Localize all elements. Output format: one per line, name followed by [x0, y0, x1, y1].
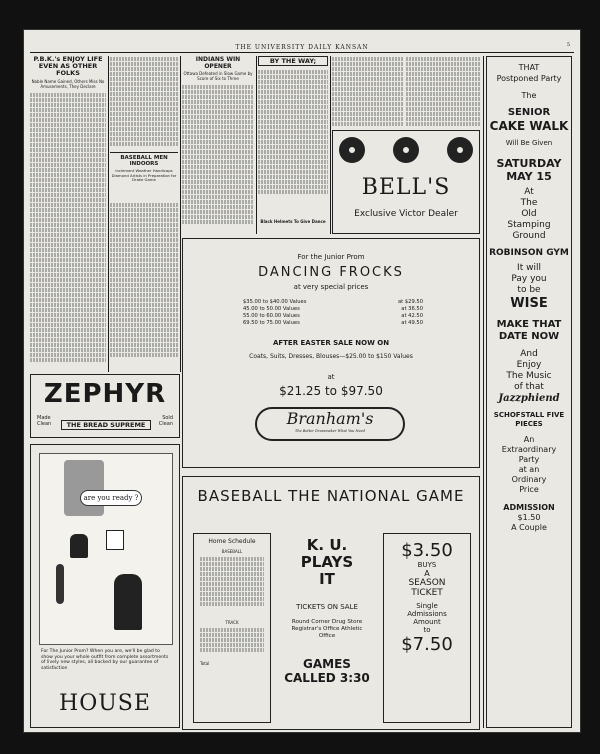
admissions-label: Admissions [407, 610, 447, 618]
party-line: The Music [506, 371, 552, 381]
article-column-5 [332, 56, 404, 128]
single-label: Single [416, 602, 438, 610]
masthead: THE UNIVERSITY DAILY KANSAN [235, 44, 369, 51]
zephyr-ad [30, 374, 180, 438]
plays-label: PLAYS [300, 553, 354, 571]
column-rule [256, 56, 257, 234]
article-body [182, 84, 254, 234]
party-line: SCHOFSTALL FIVE PIECES [493, 411, 565, 428]
house-name: HOUSE [59, 691, 151, 716]
party-line: to be [517, 285, 541, 295]
exclamation-icon [56, 564, 64, 604]
to-label: to [423, 626, 431, 634]
ticket-locations: Round Corner Drug Store Registrar's Office Athletic Office [291, 619, 363, 639]
record-icon [393, 137, 419, 163]
party-line: $1.50 [517, 513, 541, 522]
column-rule [330, 56, 331, 234]
cartoon-speech: are you ready ? [80, 490, 142, 506]
price-was: 55.00 to 60.00 Values [243, 313, 300, 319]
tickets-on-sale: TICKETS ON SALE [296, 603, 358, 611]
party-line: Ground [512, 231, 546, 241]
article-headline: BASEBALL MEN INDOORS [110, 152, 178, 167]
zephyr-clean-2: Clean [158, 421, 173, 427]
article-headline: P.B.K.'s ENJOY LIFE EVEN AS OTHER FOLKS [33, 55, 103, 77]
article-pbk [30, 56, 106, 374]
price-now: at $29.50 [397, 299, 423, 305]
article-body [110, 56, 178, 152]
price-now: at 42.50 [401, 313, 423, 319]
column-rule [108, 56, 109, 372]
ticket-label: TICKET [411, 588, 443, 598]
article-headline: BY THE WAY; [258, 56, 328, 66]
cartoon-shape [64, 460, 104, 516]
article-body [30, 92, 106, 372]
home-schedule [193, 533, 271, 723]
branhams-intro: For the Junior Prom [297, 253, 365, 261]
article-subhead: Inclement Weather Handicaps Diamond Artists in Preparation for Drake Game [111, 168, 177, 183]
baseball-ad [182, 476, 480, 730]
branhams-logo [255, 407, 405, 441]
zephyr-made: Made [37, 415, 51, 421]
track-list [200, 627, 264, 657]
price-row [243, 313, 423, 320]
bells-tagline: Exclusive Victor Dealer [354, 209, 458, 219]
price-row [243, 306, 423, 313]
party-line: Price [519, 485, 539, 494]
zephyr-clean: Clean [37, 421, 52, 427]
party-line: Pay you [511, 274, 547, 284]
column-rule [180, 56, 181, 372]
zephyr-made-clean [37, 415, 51, 427]
branhams-logo-text: Branham's [286, 409, 374, 428]
schedule-list [200, 556, 264, 616]
buys-label: BUYS [417, 561, 437, 569]
zephyr-sold: Sold [162, 415, 173, 421]
page-number: 5 [566, 42, 570, 48]
price-now: at 49.50 [401, 320, 423, 326]
article-headline: INDIANS WIN OPENER [195, 56, 241, 70]
bells-ad [332, 130, 480, 234]
a-label: A [424, 569, 430, 578]
party-line: WISE [510, 296, 548, 311]
senior-party-ad [486, 56, 572, 728]
price-row [243, 320, 423, 327]
games-called: GAMES CALLED 3:30 [284, 657, 370, 685]
article-subhead: Noble Name Gained, Others Miss No Amusements, They Declare [31, 79, 105, 89]
party-line: Extraordinary [501, 445, 557, 454]
article-indians [182, 56, 254, 234]
party-line: Ordinary [511, 475, 547, 484]
branhams-price-range: $21.25 to $97.50 [279, 384, 383, 398]
party-line: of that [514, 382, 544, 392]
price-was: $35.00 to $40.00 Values [243, 299, 307, 305]
figure-icon [70, 534, 88, 558]
branhams-at: at [327, 373, 335, 381]
party-line: THAT [518, 63, 540, 72]
price-now: at 36.50 [401, 306, 423, 312]
price-was: 45.00 to 50.00 Values [243, 306, 300, 312]
bells-name: BELL'S [361, 175, 451, 200]
party-line: The [520, 198, 538, 208]
party-line: Stamping [507, 220, 551, 230]
branhams-after-easter: AFTER EASTER SALE NOW ON [272, 339, 390, 347]
branhams-ad [182, 238, 480, 468]
total-price: $7.50 [401, 634, 453, 655]
record-icon [339, 137, 365, 163]
schedule-baseball-label: BASEBALL [221, 549, 243, 554]
it-label: IT [319, 570, 335, 588]
price-row [243, 299, 423, 306]
schedule-total: Total [200, 661, 210, 666]
article-subhead: Ottawa Defeated in Slow Game by Score of Six to Three [183, 71, 253, 81]
party-line: CAKE WALK [489, 119, 569, 133]
party-line: Enjoy [516, 360, 542, 370]
house-cartoon [39, 453, 173, 645]
masthead-rule [30, 52, 574, 53]
amount-label: Amount [413, 618, 441, 626]
party-line: MAKE THAT DATE NOW [496, 319, 562, 342]
article-caption: Black Helmets To Give Dance [260, 219, 326, 224]
branhams-subtitle: at very special prices [293, 283, 369, 291]
mirror-icon [106, 530, 124, 550]
senior-party-lines [487, 63, 571, 533]
record-icon [447, 137, 473, 163]
season-label: SEASON [408, 578, 446, 588]
article-column-2-bottom [110, 202, 178, 370]
branhams-price-list [243, 299, 423, 327]
ku-plays-it [275, 537, 379, 588]
party-line: ADMISSION [503, 503, 555, 512]
party-line: It will [517, 263, 541, 273]
schedule-title: Home Schedule [208, 538, 256, 545]
schedule-track-label: TRACK [225, 620, 239, 625]
party-line: The [521, 91, 537, 100]
branhams-logo-tag: The Better Dressmaker What You Need [295, 429, 365, 433]
article-column-2-top [110, 56, 178, 196]
branhams-title: DANCING FROCKS [258, 265, 404, 280]
season-ticket-box [383, 533, 471, 723]
house-body: For The Junior Prom? When you are, we'll be glad to show you your whole outfit from complete assortments of lively new styles, all backed by our guarantee of satisfaction [41, 649, 169, 671]
zephyr-slogan: THE BREAD SUPREME [61, 420, 151, 430]
figure-icon [114, 574, 142, 630]
party-line: Jazzphiend [498, 393, 560, 404]
party-line: SENIOR [507, 107, 551, 118]
article-by-the-way [258, 56, 328, 234]
newspaper-page [24, 30, 580, 732]
party-line: At [524, 187, 534, 197]
party-line: Party [518, 455, 540, 464]
party-line: at an [518, 465, 540, 474]
column-rule [483, 56, 484, 728]
party-line: ROBINSON GYM [489, 248, 569, 258]
party-line: An [523, 435, 535, 444]
party-line: A Couple [511, 523, 547, 532]
zephyr-sold-clean [159, 415, 173, 427]
branhams-coats: Coats, Suits, Dresses, Blouses—$25.00 to $150 Values [249, 353, 413, 360]
house-ad [30, 444, 180, 728]
zephyr-brand: ZEPHYR [43, 379, 167, 409]
article-body [258, 69, 328, 219]
party-line: Old [521, 209, 537, 219]
party-line: Will Be Given [505, 139, 553, 147]
baseball-headline: BASEBALL THE NATIONAL GAME [197, 487, 465, 505]
party-line: SATURDAY MAY 15 [496, 157, 562, 183]
party-line: And [520, 349, 538, 359]
article-column-6 [406, 56, 480, 128]
ku-label: K. U. [306, 536, 348, 554]
price-was: 69.50 to 75.00 Values [243, 320, 300, 326]
party-line: Postponed Party [496, 74, 562, 83]
ticket-price: $3.50 [401, 540, 453, 561]
